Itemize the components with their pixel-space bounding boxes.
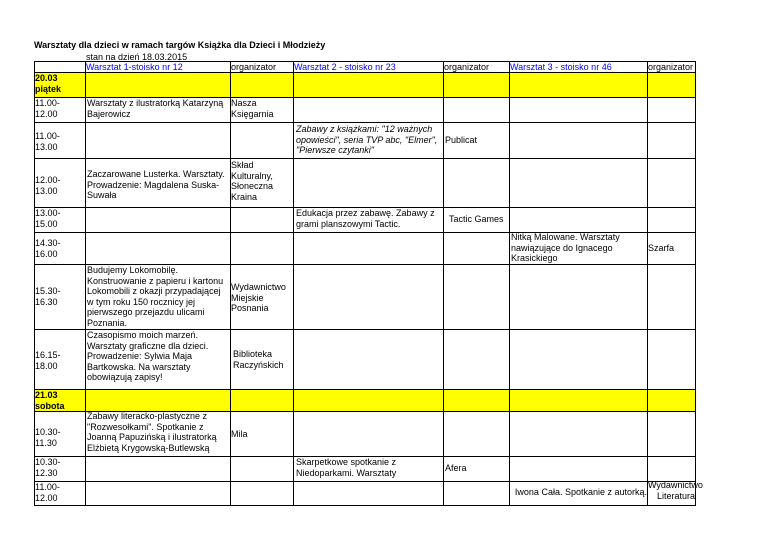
schedule-table: [34, 61, 703, 505]
workshop-1-header: Warsztat 1-stoisko nr 12: [86, 62, 183, 72]
time-slot: 11.00- 12.00: [35, 482, 60, 503]
organizer-name: Nasza Księgarnia: [231, 98, 274, 119]
organizer-name: Biblioteka Raczyńskich: [233, 349, 284, 370]
time-slot: 13.00- 15.00: [35, 208, 61, 229]
workshop-description: Zabawy literacko-plastyczne z "Rozwesołkami". Spotkanie z Joanną Papuzińską i ilustratorką Elżbietą Krygowską-Butlewską: [87, 411, 217, 453]
grid-line: [647, 61, 648, 505]
time-slot: 16.15- 18.00: [35, 350, 61, 371]
day-label-friday: 20.03 piątek: [35, 73, 62, 94]
organizer-name: Szarfa: [648, 243, 675, 253]
organizer-3-header: organizator: [648, 62, 694, 72]
grid-line: [34, 72, 696, 73]
workshop-description: Skarpetkowe spotkanie z Niedoparkami. Warsztaty: [296, 457, 397, 478]
time-slot: 11.00- 13.00: [35, 131, 60, 152]
day-row-highlight-2: [35, 389, 696, 411]
workshop-2-header: Warsztat 2 - stoisko nr 23: [294, 62, 396, 72]
workshop-description: Nitką Malowane. Warsztaty nawiązujące do Ignacego Krasickiego: [511, 232, 620, 263]
grid-line: [34, 481, 696, 482]
workshop-description: Zaczarowane Lusterka. Warsztaty. Prowadzenie: Magdalena Suska- Suwała: [87, 169, 225, 200]
workshop-description: Warsztaty z ilustratorką Katarzyną Bajerowicz: [87, 98, 224, 119]
organizer-name: Afera: [445, 463, 467, 473]
workshop-description: Edukacja przez zabawę. Zabawy z grami planszowymi Tactic.: [296, 208, 435, 229]
time-slot: 10.30- 12.30: [35, 457, 61, 478]
grid-line: [34, 389, 696, 390]
grid-line: [509, 61, 510, 505]
organizer-name: Mila: [231, 429, 248, 439]
time-slot: 12.00- 13.00: [35, 175, 61, 196]
workshop-3-header: Warsztat 3 - stoisko nr 46: [510, 62, 612, 72]
organizer-2-header: organizator: [444, 62, 490, 72]
workshop-description: Budujemy Lokomobilę. Konstruowanie z papieru i kartonu Lokomobili z okazji przypadającej w tym roku 150 rocznicy jej pierwszego przejazdu ulicami Poznania.: [87, 265, 224, 328]
grid-line: [34, 158, 696, 159]
workshop-description: Czasopismo moich marzeń. Warsztaty graficzne dla dzieci. Prowadzenie: Sylwia Maja Bartkowska. Na warsztaty obowiązują zapisy!: [87, 330, 209, 382]
time-slot: 14.30- 16.00: [35, 238, 61, 259]
day-row-highlight-1: [35, 72, 696, 97]
time-slot: 10.30- 11.30: [35, 427, 61, 448]
grid-line: [85, 61, 86, 505]
grid-line: [695, 61, 696, 505]
organizer-name: Wydawnictwo Literatura: [648, 480, 703, 501]
grid-line: [443, 61, 444, 505]
grid-line: [34, 122, 696, 123]
organizer-name: Skład Kulturalny, Słoneczna Kraina: [231, 160, 274, 202]
organizer-1-header: organizator: [231, 62, 277, 72]
grid-line: [293, 61, 294, 505]
workshop-description: Zabawy z książkami: "12 ważnych opowieści", seria TVP abc, "Elmer", "Pierwsze czytanki": [296, 124, 438, 155]
organizer-name: Publicat: [445, 135, 478, 145]
grid-line: [34, 505, 696, 506]
document-subtitle: stan na dzień 18.03.2015: [86, 52, 188, 62]
organizer-name: Wydawnictwo Miejskie Posnania: [231, 282, 286, 313]
time-slot: 15.30- 16.30: [35, 286, 61, 307]
time-slot: 11.00- 12.00: [35, 98, 60, 119]
organizer-name: Tactic Games: [449, 214, 504, 224]
workshop-description: Iwona Cała. Spotkanie z autorką.: [514, 487, 647, 497]
day-label-saturday: 21.03 sobota: [35, 390, 65, 411]
document-title: Warsztaty dla dzieci w ramach targów Książka dla Dzieci i Młodzieży: [34, 40, 326, 50]
